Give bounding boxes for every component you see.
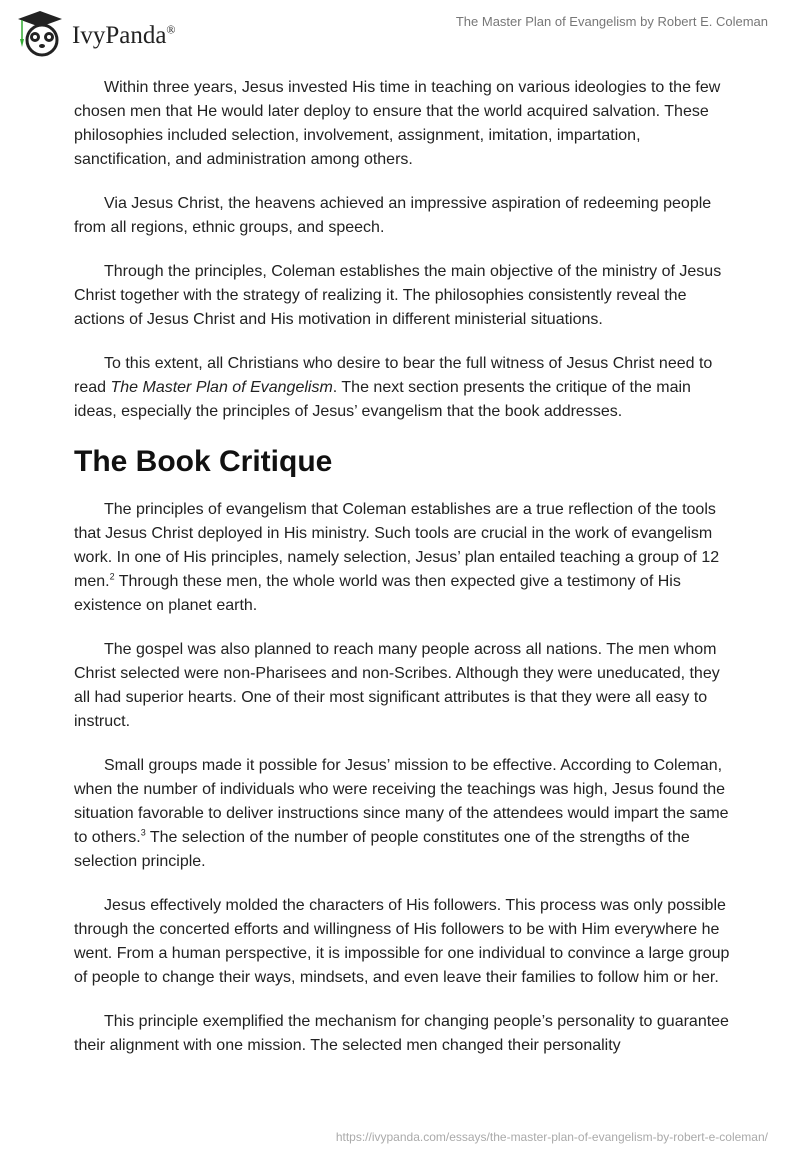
source-url[interactable]: https://ivypanda.com/essays/the-master-plan-of-evangelism-by-robert-e-coleman/ [335,1130,768,1144]
page-header [0,0,800,60]
section-heading: The Book Critique [74,445,333,478]
text: The selection of the number of people constitutes one of the strengths of the selection principle. [74,829,690,870]
paragraph: This principle exemplified the mechanism for changing people’s personality to guarantee their alignment with one mission. The selected men changed their personality [74,1013,729,1054]
footnote-ref[interactable]: 2 [109,571,115,582]
ivypanda-logo[interactable] [14,9,176,57]
paragraph: The gospel was also planned to reach many people across all nations. The men whom Christ selected were non-Pharisees and non-Scribes. Although they were uneducated, they all had superior hearts. One of their most significant attributes is that they were all easy to instruct. [74,641,720,730]
paragraph: Via Jesus Christ, the heavens achieved an impressive aspiration of redeeming people from all regions, ethnic groups, and speech. [74,195,712,236]
text: Small groups made it possible for Jesus’ mission to be effective. According to Coleman, when the number of individuals who were receiving the teachings was high, Jesus found the situation favorable to deliver instructions since many of the attendees would impart the same to others. [74,757,729,846]
book-title: The Master Plan of Evangelism [110,379,333,396]
paragraph: Through the principles, Coleman establishes the main objective of the ministry of Jesus Christ together with the strategy of realizing it. The philosophies consistently reveal the actions of Jesus Christ and His motivation in different ministerial situations. [74,263,722,328]
essay-content [74,76,730,1078]
paragraph [74,754,730,874]
document-title: The Master Plan of Evangelism by Robert E. Coleman [455,14,768,29]
paragraph [74,352,730,424]
paragraph: Jesus effectively molded the characters of His followers. This process was only possible through the concerted efforts and willingness of His followers to be with Him everywhere he went. From a human perspective, it is impossible for one individual to convince a large group of people to change their ways, mindsets, and even leave their families to follow him or her. [74,897,730,986]
paragraph: Within three years, Jesus invested His time in teaching on various ideologies to the few chosen men that He would later deploy to ensure that the world acquired salvation. These philosophies included selection, involvement, assignment, imitation, impartation, sanctification, and administration among others. [74,79,721,168]
text: To this extent, all Christians who desire to bear the full witness of Jesus Christ need to read [74,355,713,396]
text: The principles of evangelism that Coleman establishes are a true reflection of the tools that Jesus Christ deployed in His ministry. Such tools are crucial in the work of evangelism work. In one of His principles, namely selection, Jesus’ plan entailed teaching a group of 12 men. [74,501,720,590]
logo-text: IvyPanda® [72,22,176,49]
footnote-ref[interactable]: 3 [140,827,146,838]
paragraph [74,498,730,618]
panda-graduate-icon [14,9,66,57]
text: . The next section presents the critique of the main ideas, especially the principles of Jesus’ evangelism that the book addresses. [74,379,691,420]
text: Through these men, the whole world was then expected give a testimony of His existence on planet earth. [74,573,681,614]
